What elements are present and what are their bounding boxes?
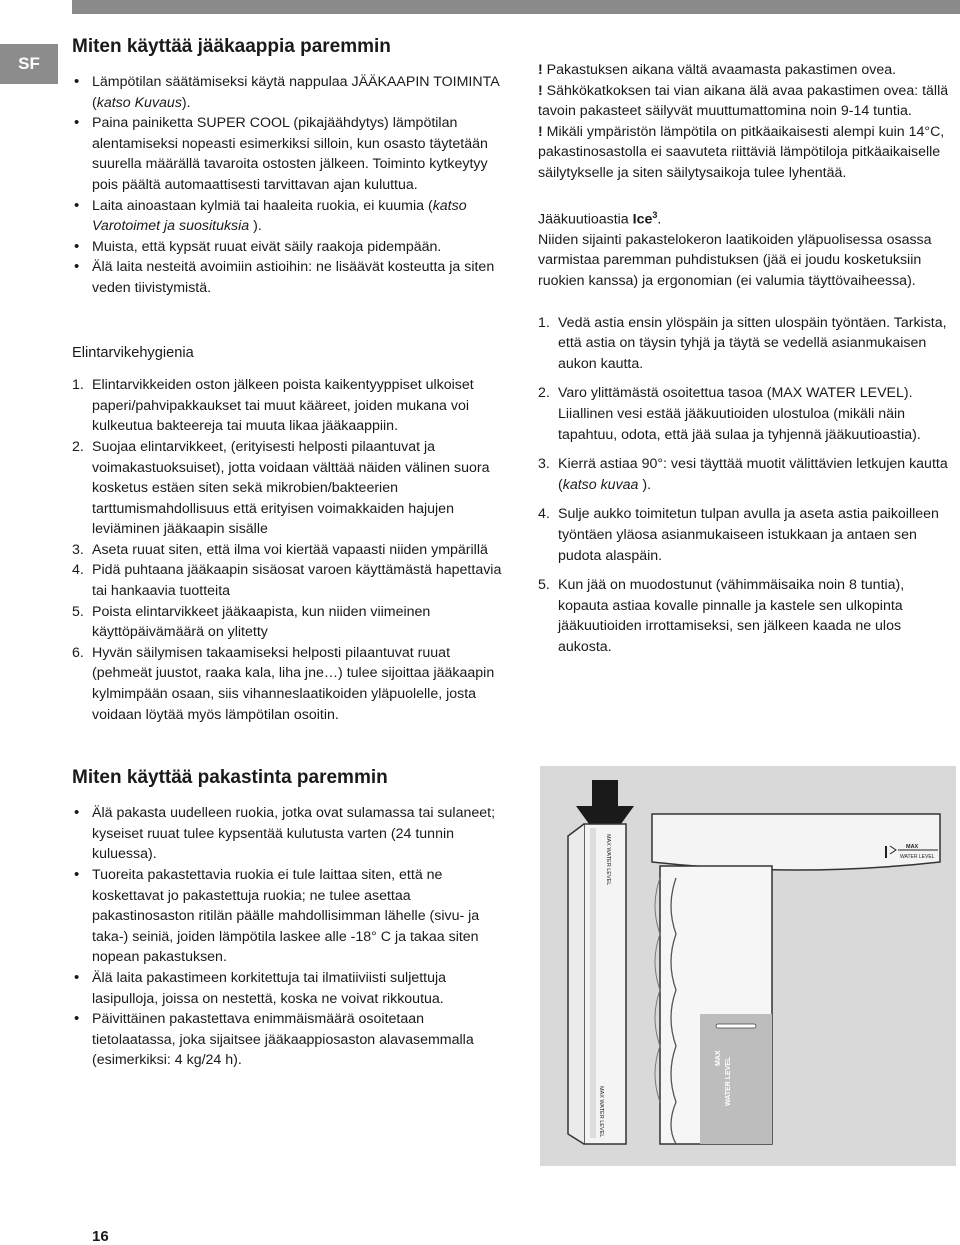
item-number: 5.: [72, 603, 84, 620]
step-number: 1.: [538, 314, 550, 331]
warning-mark: !: [538, 62, 543, 78]
item-number: 2.: [72, 438, 84, 455]
hygiene-list: [72, 375, 502, 725]
hygiene-item: [72, 437, 502, 540]
vertical-max-label-top: MAX WATER LEVEL: [605, 834, 611, 886]
warning-text: Mikäli ympäristön lämpötila on pitkäaikaisesti alempi kuin 14°C, pakastinosastolla ei saavuteta riittäviä lämpötiloja pitkäaikaiselle säilytykselle ja siten säilytysaikoja tulee lyhentää.: [538, 123, 945, 181]
lid-max-label: MAX: [906, 844, 919, 850]
bullet-text: ).: [249, 218, 262, 235]
fridge-bullet: [72, 237, 502, 258]
bullet-text: Laita ainoastaan kylmiä tai haaleita ruokia, ei kuumia (: [92, 197, 433, 214]
language-tab: SF: [0, 44, 58, 84]
lid-water-level-label: WATER LEVEL: [900, 854, 935, 860]
bullet-italic: katso Varotoimet ja suosituksia: [92, 197, 467, 235]
vertical-max-label-bottom: MAX WATER LEVEL: [598, 1086, 604, 1138]
freezer-bullet: • Älä laita pakastimeen korkitettuja tai ilmatiiviisti suljettuja lasipulloja, joissa on nestettä, koska ne voivat rikkoutua.: [72, 968, 502, 1009]
item-text: Poista elintarvikkeet jääkaapista, kun niiden viimeinen käyttöpäivämäärä on ylitetty: [92, 603, 431, 641]
body-max-label: MAX: [715, 1050, 722, 1066]
bullet-text: Älä laita nesteitä avoimiin astioihin: ne lisäävät kosteutta ja siten veden tiivistymistä.: [92, 259, 495, 296]
left-column: [72, 34, 502, 1071]
fridge-bullet: [72, 196, 502, 237]
right-column: [538, 60, 958, 667]
hygiene-item: [72, 602, 502, 643]
page-number: 16: [92, 1228, 109, 1245]
tray-body: [655, 866, 772, 1144]
item-number: 4.: [72, 562, 84, 579]
bullet-italic: katso Kuvaus: [96, 94, 182, 111]
ice-end: .: [657, 211, 662, 228]
freezer-bullet: • Tuoreita pakastettavia ruokia ei tule laittaa siten, että ne koskettavat jo pakastettuja ruokia; ne tulee asettaa pakastinosaston ritilän päälle mahdollisimman lähelle (sivu- ja taka-) seiniä, joiden lämpötila laskee alle -18° C ja takaa siten nopean pakastuksen.: [72, 865, 502, 968]
ice-title: [538, 205, 958, 230]
body-water-level-label: WATER LEVEL: [725, 1056, 732, 1106]
step-text: Varo ylittämästä osoitettua tasoa (MAX WATER LEVEL). Liiallinen vesi estää jääkuutioiden ulostuloa (mikäli näin tapahtuu, odota, että jää sulaa ja tyhjennä jääkuutioastia).: [558, 385, 921, 443]
ice-tray-figure: [540, 766, 956, 1166]
step-text: ).: [638, 476, 652, 493]
step-text: Sulje aukko toimitetun tulpan avulla ja aseta astia paikoilleen työntäen yläosa asianmukaiseen istukkaan ja antaen sen pudota alaspäin.: [558, 506, 939, 564]
ice-step: [538, 575, 958, 657]
ice-intro: Niiden sijainti pakastelokeron laatikoiden yläpuolisessa osassa varmistaa paremman puhdistuksen (jää ei joudu kosketuksiin ruokien kanssa) ja ergonomian (ei valumia täyttövaiheessa).: [538, 231, 932, 290]
bullet-text: ).: [181, 94, 191, 111]
step-number: 4.: [538, 506, 550, 523]
item-text: Pidä puhtaana jääkaapin sisäosat varoen käyttämästä hapettavia tai hankaavia tuotteita: [92, 562, 502, 600]
hygiene-item: [72, 375, 502, 437]
warning-mark: !: [538, 82, 543, 99]
hygiene-item: [72, 560, 502, 601]
step-text: Kun jää on muodostunut (vähimmäisaika noin 8 tuntia), kopauta astiaa kovalle pinnalle ja kastele sen ulkopinta jääkuutioiden irrottamiseksi, sen jälkeen kaada ne ulos aukosta.: [558, 577, 905, 655]
tray-vertical: [568, 824, 626, 1144]
item-text: Suojaa elintarvikkeet, (erityisesti helposti pilaantuvat ja voimakastuoksuiset), jotta voidaan välttää näiden välinen suora kosketus estäen siten sekä mikrobien/bakteerien tarttumismahdollisuus että erityisen voimakkaiden hajujen leviäminen jääkaapin sisälle: [92, 438, 490, 538]
fridge-bullet: [72, 72, 502, 113]
freezer-bullet: • Päivittäinen pakastettava enimmäismäärä osoitetaan tietolaatassa, joka sijaitsee jääkaappiosaston alavasemmalla (esimerkiksi: 4 kg/24 h).: [72, 1009, 502, 1071]
step-number: 2.: [538, 385, 550, 402]
warning-text: Sähkökatkoksen tai vian aikana älä avaa pakastimen ovea: tällä tavoin pakasteet säilyvät muuttumattomina noin 9-14 tuntia.: [538, 82, 949, 120]
ice-sup: 3: [652, 209, 658, 220]
item-text: Hyvän säilymisen takaamiseksi helposti pilaantuvat ruuat (pehmeät juustot, raaka kala, liha jne…) tulee sijoittaa jääkaapin kylmimpään osaan, siis vihanneslaatikoiden yläpuolelle, josta voidaan löytää myös lämpötilan osoitin.: [92, 644, 495, 723]
ice-brand: Ice: [632, 211, 653, 228]
item-text: Elintarvikkeiden oston jälkeen poista kaikentyyppiset ulkoiset paperi/pahvipakkaukset tai muut kääreet, joiden mukana voi kulkeutua bakteereja tai muuta likaa jääkaappiin.: [92, 377, 474, 435]
ice-label: Jääkuutioastia: [538, 211, 633, 228]
bullet-text: Paina painiketta SUPER COOL (pikajäähdytys) lämpötilan alentamiseksi nopeasti esimerkiksi silloin, kun osasto täytetään suurella määrällä tavaroita ostosten jälkeen. Toiminto kytkeytyy pois päältä automaattisesti tarvittavan ajan kuluttua.: [92, 115, 488, 193]
item-number: 3.: [72, 541, 84, 558]
warning: [538, 81, 958, 122]
ice-step: [538, 383, 958, 445]
freezer-bullet-list: [72, 803, 502, 1071]
item-text: Aseta ruuat siten, että ilma voi kiertää vapaasti niiden ympärillä: [92, 541, 488, 558]
warning: [538, 122, 958, 184]
ice-step: [538, 454, 958, 495]
freezer-bullet: • Älä pakasta uudelleen ruokia, jotka ovat sulamassa tai sulaneet; kyseiset ruuat tulee kypsentää kulutusta varten (24 tunnin kuluessa).: [72, 803, 502, 865]
bullet-text: Lämpötilan säätämiseksi käytä nappulaa JÄÄKAAPIN TOIMINTA (: [92, 74, 499, 111]
ice-steps: [538, 313, 958, 658]
hygiene-item: [72, 540, 502, 561]
step-number: 3.: [538, 456, 550, 473]
hygiene-heading: Elintarvikehygienia: [72, 344, 194, 361]
warning-mark: !: [538, 123, 543, 140]
fridge-bullet: [72, 113, 502, 195]
freezer-heading: Miten käyttää pakastinta paremmin: [72, 767, 388, 789]
ice-tray-illustration: [540, 766, 956, 1166]
item-number: 6.: [72, 644, 84, 661]
warning: [538, 60, 958, 81]
item-number: 1.: [72, 377, 84, 394]
ice-step: [538, 504, 958, 566]
ice-step: [538, 313, 958, 375]
fridge-bullet: [72, 257, 502, 298]
step-text: Vedä astia ensin ylöspäin ja sitten ulospäin työntäen. Tarkista, että astia on täysin tyhjä ja täytä se vedellä asianmukaisen aukon kautta.: [558, 314, 947, 372]
warning-text: Pakastuksen aikana vältä avaamasta pakastimen ovea.: [542, 62, 897, 78]
tray-lid: [652, 814, 940, 870]
water-fill: [700, 1014, 772, 1144]
fridge-bullet-list: [72, 72, 502, 299]
bullet-text: Muista, että kypsät ruuat eivät säily raakoja pidempään.: [92, 238, 442, 255]
hygiene-item: [72, 643, 502, 725]
top-bar: [72, 0, 960, 14]
step-italic: katso kuvaa: [562, 476, 639, 493]
step-text: Kierrä astiaa 90°: vesi täyttää muotit välittävien letkujen kautta (: [558, 456, 948, 493]
fridge-heading: Miten käyttää jääkaappia paremmin: [72, 36, 391, 57]
step-number: 5.: [538, 577, 550, 594]
